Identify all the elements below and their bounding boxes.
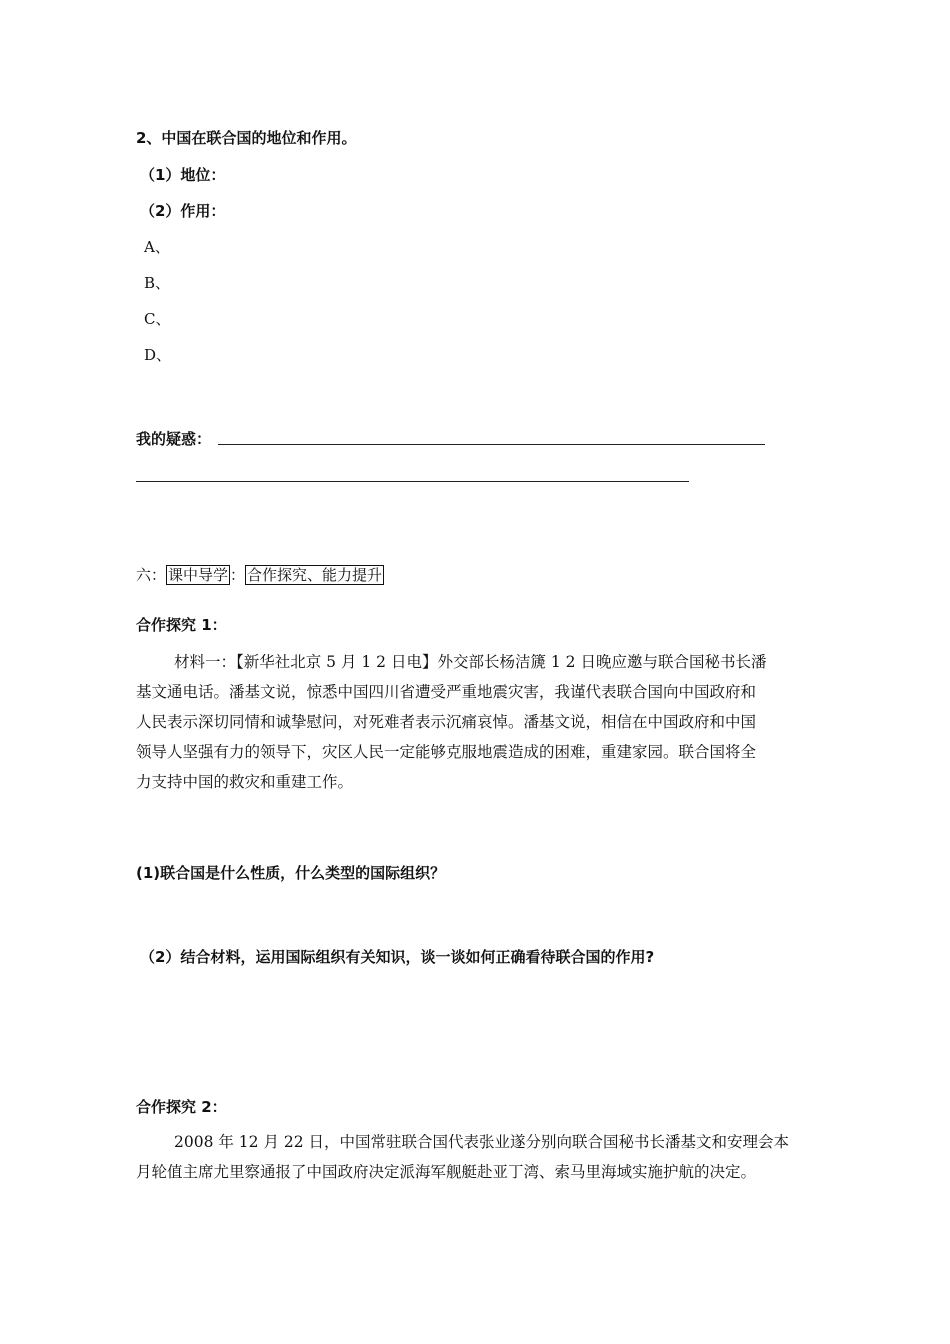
role-label: （2）作用： (140, 202, 226, 220)
section-tag: 合作探究、能力提升 (247, 566, 383, 584)
text-line: 月轮值主席尤里察通报了中国政府决定派海军舰艇赴亚丁湾、索马里海域实施护航的决定。 (136, 1163, 757, 1181)
question-2: （2）结合材料，运用国际组织有关知识，谈一谈如何正确看待联合国的作用? (140, 948, 655, 966)
material-line: 材料一：【新华社北京 5 月 1 2 日电】外交部长杨洁篪 1 2 日晚应邀与联合国秘书长潘 (174, 653, 767, 671)
section-separator: ： (230, 566, 246, 584)
section-heading: 2、中国在联合国的地位和作用。 (136, 129, 357, 147)
material-line: 人民表示深切同情和诚挚慰问，对死难者表示沉痛哀悼。潘基文说，相信在中国政府和中国 (136, 713, 757, 731)
material-line: 基文通电话。潘基文说，惊悉中国四川省遭受严重地震灾害，我谨代表联合国向中国政府和 (136, 683, 757, 701)
doubts-label: 我的疑惑： (136, 430, 212, 448)
text-line: 2008 年 12 月 22 日，中国常驻联合国代表张业遂分别向联合国秘书长潘基文和安理会本 (174, 1133, 790, 1151)
status-label: （1）地位： (140, 166, 226, 184)
question-1: (1)联合国是什么性质，什么类型的国际组织？ (136, 864, 446, 882)
answer-line (136, 481, 689, 482)
item-a: A、 (144, 238, 170, 256)
material-line: 力支持中国的救灾和重建工作。 (136, 773, 354, 791)
inquiry-title: 合作探究 1： (136, 616, 227, 634)
section-prefix: 六： (136, 566, 167, 584)
item-d: D、 (144, 346, 172, 364)
inquiry-title: 合作探究 2： (136, 1098, 227, 1116)
answer-line (218, 444, 765, 445)
item-b: B、 (144, 274, 171, 292)
section-tag: 课中导学 (168, 566, 229, 584)
material-paragraph (136, 647, 816, 797)
item-c: C、 (144, 310, 171, 328)
text-paragraph (136, 1127, 816, 1187)
material-line: 领导人坚强有力的领导下，灾区人民一定能够克服地震造成的困难，重建家园。联合国将全 (136, 743, 757, 761)
section-heading (136, 564, 384, 585)
